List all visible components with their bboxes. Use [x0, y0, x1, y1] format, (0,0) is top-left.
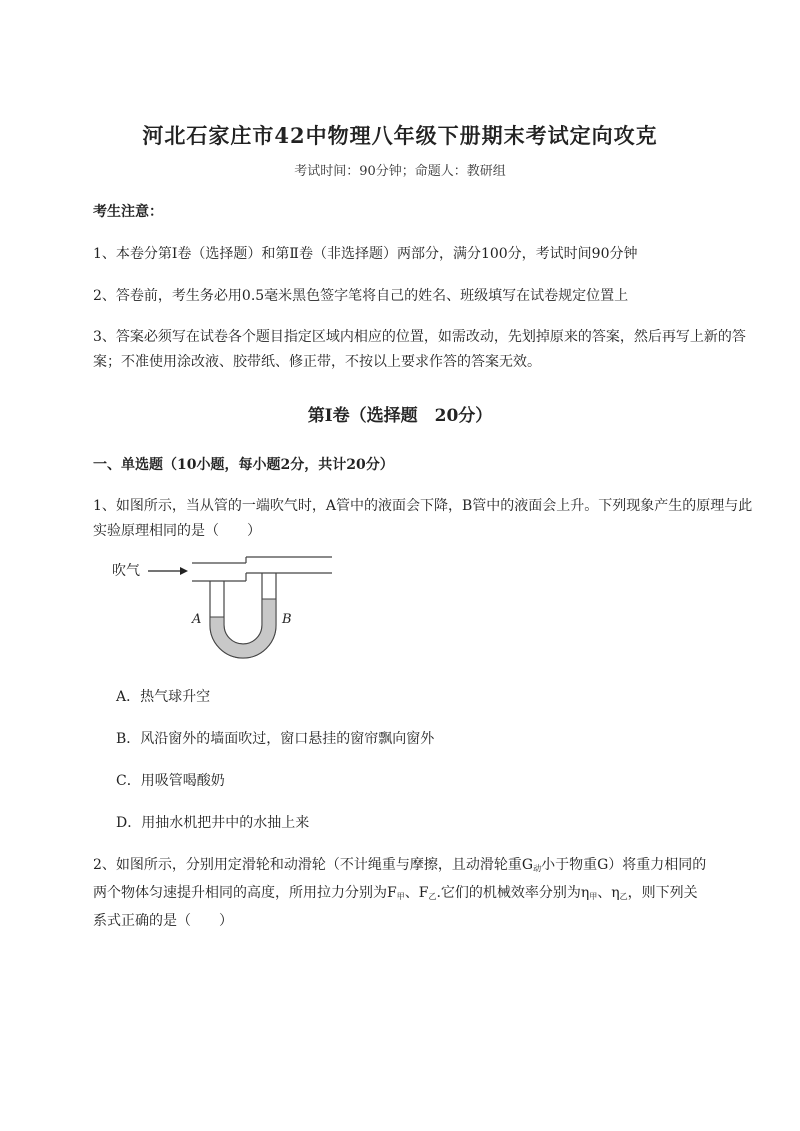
- option-c[interactable]: C．用吸管喝酸奶: [116, 773, 225, 789]
- section-title: 第I卷（选择题 20分）: [307, 406, 493, 426]
- page-title: 河北石家庄市42中物理八年级下册期末考试定向攻克: [142, 123, 658, 148]
- note-item: 3、答案必须写在试卷各个题目指定区域内相应的位置，如需改动，先划掉原来的答案，然后再写上新的答案；不准使用涂改液、胶带纸、修正带，不按以上要求作答的答案无效。: [93, 329, 746, 370]
- part-heading: 一、单选题（10小题，每小题2分，共计20分）: [93, 457, 394, 473]
- option-b[interactable]: B．风沿窗外的墙面吹过，窗口悬挂的窗帘飘向窗外: [116, 731, 435, 747]
- option-a[interactable]: A．热气球升空: [116, 689, 211, 705]
- arrow-icon: [148, 567, 188, 575]
- question-1-stem: 1、如图所示，当从管的一端吹气时，A管中的液面会下降，B管中的液面会上升。下列现象产生的原理与此实验原理相同的是（ ）: [93, 498, 753, 539]
- tube-a-label: A: [192, 612, 202, 627]
- notes-heading: 考生注意：: [93, 204, 163, 220]
- note-item: 2、答卷前，考生务必用0.5毫米黑色签字笔将自己的姓名、班级填写在试卷规定位置上: [93, 288, 629, 304]
- exam-info: 考试时间：90分钟；命题人：教研组: [294, 164, 506, 179]
- liquid-column: [210, 599, 276, 658]
- note-item: 1、本卷分第I卷（选择题）和第Ⅱ卷（非选择题）两部分，满分100分，考试时间90分钟: [93, 246, 638, 262]
- option-d[interactable]: D．用抽水机把井中的水抽上来: [116, 815, 310, 831]
- u-tube-figure: [112, 555, 342, 670]
- blow-label: 吹气: [112, 563, 140, 579]
- tube-b-label: B: [282, 612, 292, 627]
- question-2-stem: 2、如图所示，分别用定滑轮和动滑轮（不计绳重与摩擦，且动滑轮重$G_动$小于物重G）将重力相同的 两个物体匀速提升相同的高度，所用拉力分别为$F_甲$、$F_乙$.它们的机械效率分别为$\eta_甲$、$\eta_乙$，则下列关 系式正确的是（ ）: [93, 857, 707, 929]
